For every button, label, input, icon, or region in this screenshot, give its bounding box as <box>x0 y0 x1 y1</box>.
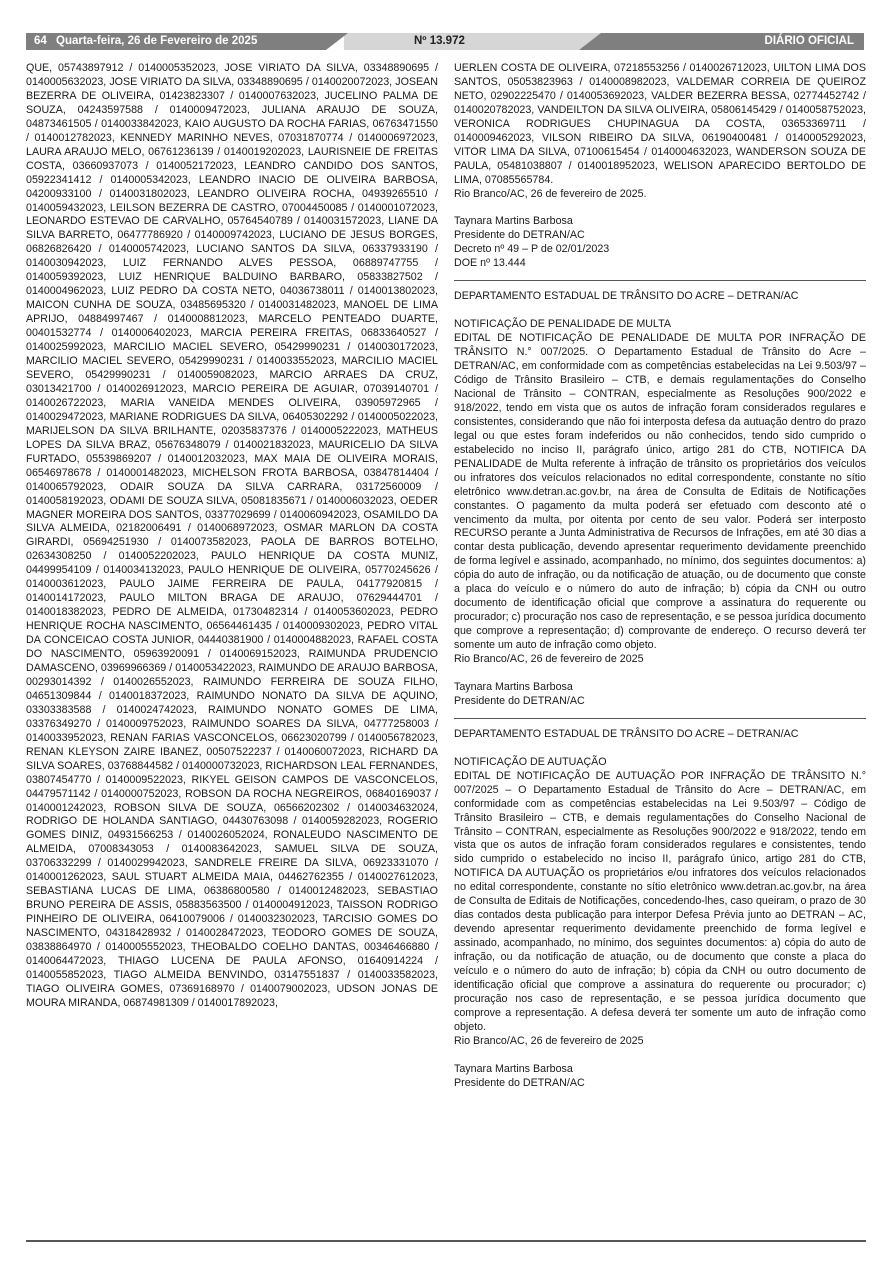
notice-body-autuacao: EDITAL DE NOTIFICAÇÃO DE AUTUAÇÃO POR INFRAÇÃO DE TRÂNSITO N.° 007/2025 – O Departamento Estadual de Trânsito do Acre – DETRAN/AC, em conformidade com as competências estabelecidas na Lei 9.503/97 – Código de Trânsito Brasileiro – CTB, e demais regulamentações do Conselho Nacional de Trânsito – CONTRAN, especialmente as Resoluções 900/2022 e 918/2022, tendo em vista que os autos de infração foram considerados regulares e consistentes, tendo sido cumprido o estabelecido no inciso II, parágrafo único, artigo 281 do CTB, NOTIFICA DA AUTUAÇÃO os proprietários e/ou infratores dos veículos relacionados no edital correspondente, constante no sítio eletrônico www.detran.ac.gov.br, na área de Consulta de Editais de Notificações, concedendo-lhes, caso queiram, o prazo de 30 dias contados desta publicação para interpor Defesa Prévia junto ao DETRAN – AC, devendo apresentar requerimento devidamente preenchido de forma legível e assinado, acompanhado, no mínimo, dos seguintes documentos: a) cópia do auto de infração, ou da notificação de atuação, ou de documento que conste a placa do veículo e o número do auto de infração; b) cópia da CNH ou outro documento de identificação oficial que comprove a assinatura do requerente ou procurador; c) procuração nos caso de representação, e se pessoa jurídica documento que comprove a representação. A defesa deverá ter somente um auto de infração como objeto. <box>454 769 866 1033</box>
department-heading-2: DEPARTAMENTO ESTADUAL DE TRÂNSITO DO ACRE – DETRAN/AC <box>454 727 799 740</box>
signatory-doe: DOE nº 13.444 <box>454 257 526 270</box>
left-column <box>26 62 438 1011</box>
signatory-role-1: Presidente do DETRAN/AC <box>454 229 585 242</box>
header-date: Quarta-feira, 26 de Fevereiro de 2025 <box>56 35 258 47</box>
name-list-end: UERLEN COSTA DE OLIVEIRA, 07218553256 / 0140026712023, UILTON LIMA DOS SANTOS, 05053823963 / 0140008982023, VALDEMAR CORREIA DE QUEIROZ NETO, 02902225470 / 0140053692023, VALDER BEZERRA BESSA, 02774452742 / 0140020782023, VANDEILTON DA SILVA OLIVEIRA, 05806145429 / 0140058752023, VERONICA RODRIGUES CHUPINAGUA DA COSTA, 03653369711 / 0140009462023, VILSON RIBEIRO DA SILVA, 06190400481 / 0140005292023, VITOR LIMA DA SILVA, 07100615454 / 0140004632023, WANDERSON SOUZA DE PAULA, 05481038807 / 0140018952023, WELISON APARECIDO BERTOLDO DE LIMA, 07085565784. <box>454 62 866 186</box>
header-center-band <box>344 33 600 50</box>
name-list-continued: QUE, 05743897912 / 0140005352023, JOSE VIRIATO DA SILVA, 03348890695 / 0140005632023, JOSE VIRIATO DA SILVA, 03348890695 / 0140020072023, JOSEAN BEZERRA DE OLIVEIRA, 01423823307 / 0140007632023, JUCELINO PALMA DE SOUZA, 04243597588 / 0140009472023, JULIANA ARAUJO DE SOUZA, 04873461505 / 0140033842023, KAIO AUGUSTO DA ROCHA FARIAS, 06763471550 / 0140012782023, KENNEDY MARINHO NEVES, 07031870774 / 0140006972023, LAURA ARAUJO MELO, 06761236139 / 0140019202023, LAURISNEIE DE FREITAS COSTA, 03660937073 / 0140052172023, LEANDRO CANDIDO DOS SANTOS, 05922341412 / 0140005342023, LEANDRO INACIO DE OLIVEIRA BARBOSA, 04200933100 / 0140031802023, LEANDRO OLIVEIRA ROCHA, 04939265510 / 0140059432023, LEILSON BEZERRA DE CASTRO, 07004450085 / 0140001072023, LEONARDO ESTEVAO DE CARVALHO, 05764540789 / 0140031572023, LIANE DA SILVA BARRETO, 06477786920 / 0140009742023, LUCIANO DE JESUS BORGES, 06826826420 / 0140005742023, LUCIANO SANTOS DA SILVA, 06337933190 / 0140030942023, LUIZ FERNANDO ALVES PESSOA, 06889747755 / 0140059392023, LUIZ HENRIQUE BALDUINO BARBARO, 05833827502 / 0140004962023, LUIZ PEDRO DA COSTA NETO, 04036738011 / 0140013802023, MAICON CUNHA DE SOUZA, 03485695320 / 0140031482023, MANOEL DE LIMA APRIJO, 04884997467 / 0140008812023, MARCELO PENTEADO DUARTE, 00401532774 / 0140006402023, MARCIA PEREIRA FREITAS, 06833640527 / 0140025992023, MARCILIO MACIEL SEVERO, 05429990231 / 0140030172023, MARCILIO MACIEL SEVERO, 05429990231 / 0140033552023, MARCILIO MACIEL SEVERO, 05429990231 / 0140059082023, MARCIO ARRAES DA CRUZ, 03013421700 / 0140026912023, MARCIO PEREIRA DE AGUIAR, 07039140701 / 0140026722023, MARIA VANEIDA MENDES OLIVEIRA, 03905972965 / 0140029472023, MARIANE RODRIGUES DA SILVA, 06405302292 / 0140005022023, MARIJELSON DA SILVA BRILHANTE, 02035837376 / 0140005222023, MATHEUS LOPES DA SILVA BRAZ, 05676348079 / 0140021832023, MAURICELIO DA SILVA FURTADO, 05539869207 / 0140012032023, MAX MAIA DE OLIVEIRA MORAIS, 06546978678 / 0140001482023, MICHELSON FROTA BARBOSA, 03847814404 / 0140065792023, ODAIR SOUZA DA SILVA CARRARA, 03172560009 / 0140058192023, ODAMI DE SOUZA SILVA, 05081835671 / 0140006032023, OEDER MAGNER MOREIRA DOS SANTOS, 03377029699 / 0140060942023, OSAMILDO DA SILVA ALMEIDA, 02182006491 / 0140068972023, OSMAR MARLON DA COSTA GIRARDI, 05694251930 / 0140073582023, PAOLA DE BARROS BOTELHO, 02634308250 / 0140052202023, PAULO HENRIQUE DA COSTA MUNIZ, 04499954109 / 0140034132023, PAULO HENRIQUE DE OLIVEIRA, 05770245626 / 0140003612023, PAULO JAIME FERREIRA DE PAULA, 04177920815 / 0140014172023, PAULO MILTON BRAGA DE ARAUJO, 07629444701 / 0140018382023, PEDRO DE ALMEIDA, 01730482314 / 0140053602023, PEDRO HENRIQUE ROCHA NASCIMENTO, 06564461435 / 0140009302023, PEDRO VITAL DA CONCEICAO COSTA JUNIOR, 04440381900 / 0140004882023, RAFAEL COSTA DO NASCIMENTO, 05963920091 / 0140069152023, RAIMUNDA PRUDENCIO DAMASCENO, 03969966369 / 0140053422023, RAIMUNDO DE ARAUJO BARBOSA, 00293014392 / 0140026552023, RAIMUNDO FERREIRA DE SOUZA FILHO, 04651309844 / 0140018372023, RAIMUNDO NONATO DA SILVA DE AQUINO, 03303383588 / 0140024742023, RAIMUNDO NONATO GOMES DE LIMA, 03376349270 / 0140009752023, RAIMUNDO SOARES DA SILVA, 04777258003 / 0140033952023, RENAN FARIAS VASCONCELOS, 06623020799 / 0140056782023, RENAN KLEYSON ZAIRE IBANEZ, 00507522237 / 0140060072023, RICHARD DA SILVA SOARES, 03768844582 / 0140000732023, RICHARDSON LEAL FERNANDES, 03807454770 / 0140009522023, RIKYEL GEISON CAMPOS DE VASCONCELOS, 04479571142 / 0140000752023, ROBSON DA ROCHA NEGREIROS, 06840169037 / 0140001242023, ROBSON SILVA DE SOUZA, 06566202302 / 0140034632024, RODRIGO DE HOLANDA SANTIAGO, 04430763098 / 0140059282023, ROGERIO GOMES DINIZ, 04931566253 / 0140026052024, RONALEUDO NASCIMENTO DE ALMEIDA, 07008343053 / 0140083642023, SAMUEL SILVA DE SOUZA, 03706332299 / 0140029942023, SANDRELE FREIRE DA SILVA, 06923331070 / 0140001262023, SAUL STUART ALMEIDA MAIA, 04462762355 / 0140027612023, SEBASTIANA LUCAS DE LIMA, 06386800580 / 0140012482023, SEBASTIAO BRUNO PEREIRA DE ASSIS, 05883563500 / 0140004912023, TAISSON RODRIGO PINHEIRO DE OLIVEIRA, 06410079006 / 0140032302023, TARCISIO GOMES DO NASCIMENTO, 04318428932 / 0140028472023, TEODORO GOMES DE SOUZA, 03838864970 / 0140005552023, THEOBALDO COELHO DANTAS, 00346466880 / 0140064472023, THIAGO LUCENA DE PAULA AFONSO, 01640914224 / 0140055852023, TIAGO ALMEIDA BENVINDO, 03147551837 / 0140033582023, TIAGO OLIVEIRA GOMES, 07369168970 / 0140079002023, UDSON JONAS DE MOURA MIRANDA, 06874981309 / 0140017892023, <box>26 62 438 1009</box>
place-date-1: Rio Branco/AC, 26 de fevereiro de 2025. <box>454 187 647 200</box>
notice-title-autuacao: NOTIFICAÇÃO DE AUTUAÇÃO <box>454 755 607 768</box>
header-left-cap <box>326 33 348 50</box>
footer-rule <box>26 1240 866 1242</box>
page-number: 64 <box>34 35 47 47</box>
header-right-cap <box>579 33 601 50</box>
place-date-3: Rio Branco/AC, 26 de fevereiro de 2025 <box>454 1034 644 1047</box>
signatory-role-3: Presidente do DETRAN/AC <box>454 1076 585 1089</box>
issue-number: Nº 13.972 <box>414 35 465 47</box>
publication-name: DIÁRIO OFICIAL <box>601 33 864 50</box>
right-column <box>454 62 866 1091</box>
header-left-band <box>26 33 326 50</box>
notice-body-penalty: EDITAL DE NOTIFICAÇÃO DE PENALIDADE DE MULTA POR INFRAÇÃO DE TRÂNSITO N.° 007/2025. O Departamento Estadual de Trânsito do Acre – DETRAN/AC, em conformidade com as competências estabelecidas na Lei 9.503/97 – Código de Trânsito Brasileiro – CTB, e demais regulamentações do Conselho Nacional de Trânsito – CONTRAN, especialmente as Resoluções 900/2022 e 918/2022, tendo em vista que os autos de infração foram considerados regulares e consistentes, considerando que não foi interposta defesa da autuação dentro do prazo legal ou que estes foram indeferidos ou não conhecidos, tendo sido cumprido o estabelecido no inciso II, parágrafo único, artigo 281 do CTB, NOTIFICA DA PENALIDADE de Multa referente à infração de trânsito os proprietários dos veículos ou infratores dos veículos relacionados no edital correspondente, constante no sítio eletrônico www.detran.ac.gov.br, na área de Consulta de Editais de Notificações constantes. O pagamento da multa poderá ser efetuado com desconto até o vencimento da multa, por oitenta por cento de seu valor. Poderá ser interposto RECURSO perante a Junta Administrativa de Recursos de Infrações, em até 30 dias a contar desta publicação, devendo apresentar requerimento devidamente preenchido de forma legível e assinado, acompanhado, no mínimo, dos seguintes documentos: a) cópia do auto de infração, ou da notificação de atuação, ou de documento que conste a placa do veículo e o número do auto de infração; b) cópia da CNH ou outro documento de identificação oficial que comprove a assinatura do requerente ou procurador; c) procuração nos caso de representação, e se pessoa jurídica documento que comprove a representação; d) comprovante de endereço. O recurso deverá ter somente um auto de infração como objeto. <box>454 332 866 652</box>
notice-title-penalty: NOTIFICAÇÃO DE PENALIDADE DE MULTA <box>454 318 671 331</box>
department-heading-1: DEPARTAMENTO ESTADUAL DE TRÂNSITO DO ACRE – DETRAN/AC <box>454 290 799 303</box>
place-date-2: Rio Branco/AC, 26 de fevereiro de 2025 <box>454 653 644 666</box>
signatory-decree: Decreto nº 49 – P de 02/01/2023 <box>454 243 610 256</box>
signatory-name-3: Taynara Martins Barbosa <box>454 1062 573 1075</box>
page-header <box>26 33 864 50</box>
signatory-name-2: Taynara Martins Barbosa <box>454 680 573 693</box>
signatory-role-2: Presidente do DETRAN/AC <box>454 694 585 707</box>
signatory-name-1: Taynara Martins Barbosa <box>454 215 573 228</box>
